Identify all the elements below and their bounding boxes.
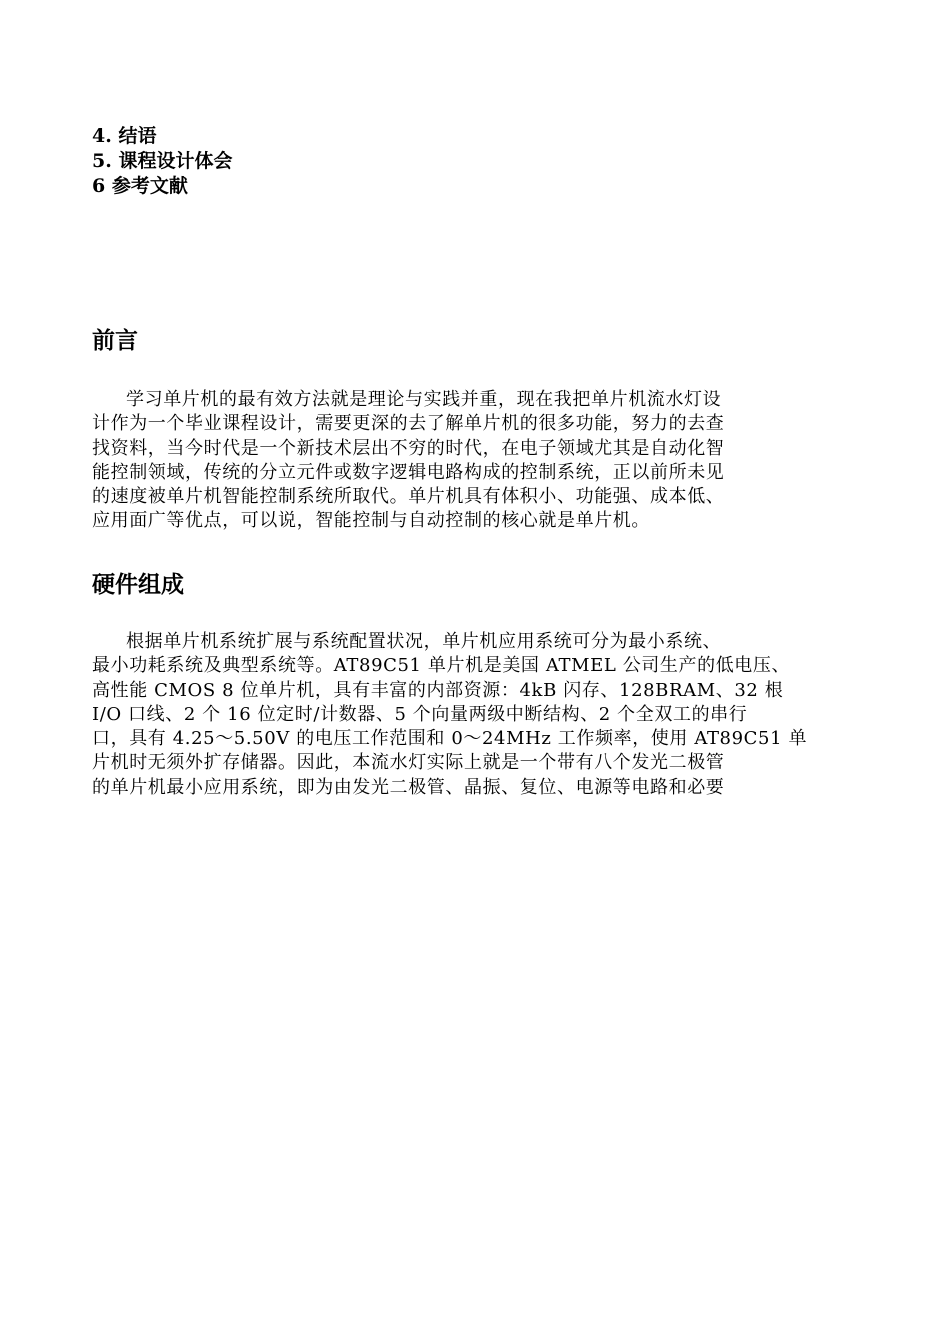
text-line: 根据单片机系统扩展与系统配置状况，单片机应用系统可分为最小系统、 [126,631,722,652]
toc-item-conclusion: 4. 结语 [92,125,157,147]
text-line: 最小功耗系统及典型系统等。AT89C51 单片机是美国 ATMEL 公司生产的低电压、 [92,655,791,677]
text-line: 的单片机最小应用系统，即为由发光二极管、晶振、复位、电源等电路和必要 [92,776,725,798]
text-line: 的速度被单片机智能控制系统所取代。单片机具有体积小、功能强、成本低、 [92,486,725,508]
preface-heading: 前言 [92,328,138,354]
table-of-contents [92,124,492,199]
text-line: 计作为一个毕业课程设计，需要更深的去了解单片机的很多功能，努力的去查 [92,413,725,435]
hardware-paragraph [92,630,858,800]
text-line: 能控制领域，传统的分立元件或数字逻辑电路构成的控制系统，正以前所未见 [92,461,725,483]
toc-item-references: 6 参考文献 [92,175,188,197]
text-line: I/O 口线、2 个 16 位定时/计数器、5 个向量两级中断结构、2 个全双工的串行 [92,703,748,725]
toc-item-experience: 5. 课程设计体会 [92,150,233,172]
text-line: 学习单片机的最有效方法就是理论与实践并重，现在我把单片机流水灯设 [126,389,722,410]
text-line: 高性能 CMOS 8 位单片机，具有丰富的内部资源：4kB 闪存、128BRAM、32 根 [92,679,784,701]
hardware-heading: 硬件组成 [92,572,184,598]
text-line: 应用面广等优点，可以说，智能控制与自动控制的核心就是单片机。 [92,510,650,532]
text-line: 找资料，当今时代是一个新技术层出不穷的时代，在电子领域尤其是自动化智 [92,437,725,459]
text-line: 口，具有 4.25～5.50V 的电压工作范围和 0～24MHz 工作频率，使用 AT89C51 单 [92,728,808,750]
preface-paragraph [92,388,858,534]
text-line: 片机时无须外扩存储器。因此，本流水灯实际上就是一个带有八个发光二极管 [92,752,725,774]
